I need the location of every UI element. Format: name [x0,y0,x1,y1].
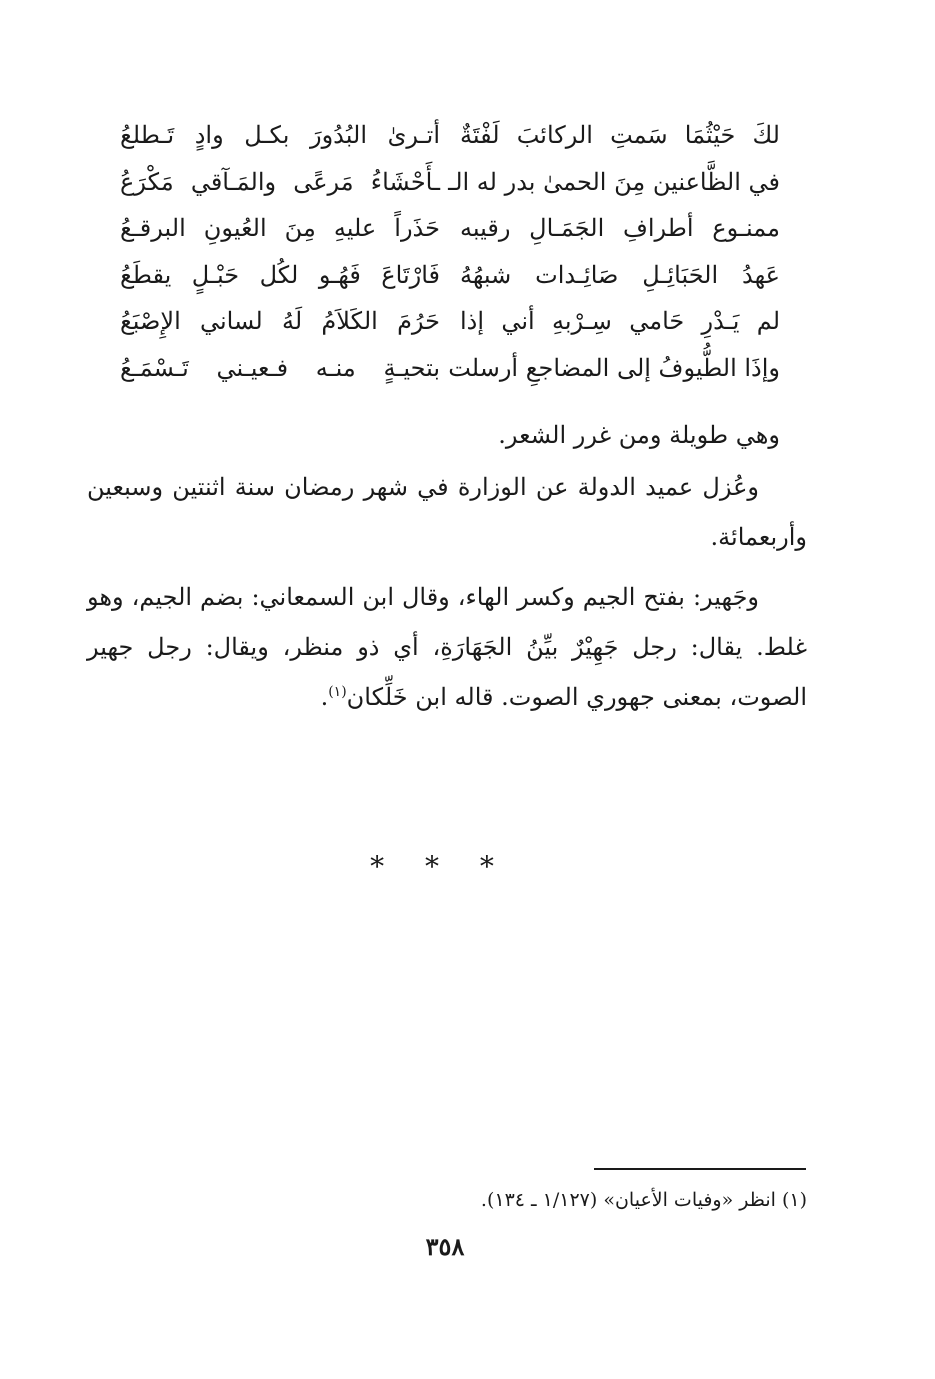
verse-first-hemistich: في الظَّاعنين مِنَ الحمىٰ بدر له الـ [448,167,780,196]
jahir-paragraph [87,572,807,722]
verse-second-hemistich: ـأَحْشَاءُ مَرعًى والمَـآقي مَكْرَعُ [120,167,440,196]
verse-first-hemistich: لكَ حَيْثُمَا سَمتِ الركائبَ لَفْتَةٌ [460,121,780,149]
poem-remark: وهي طويلة ومن غرر الشعر. [498,421,780,449]
verse-first-hemistich: عَهدُ الحَبَائِـلِ صَائِـدات شبهُهُ [460,260,780,289]
footnote-text: (١) انظر «وفيات الأعيان» (١/١٢٧ ـ ١٣٤). [480,1189,807,1211]
verse-second-hemistich: أتـرىٰ البُدُورَ بكـل وادٍ تَـطلعُ [120,121,440,149]
poem-verse-4 [100,252,780,299]
verse-first-hemistich: وإذَا الطُّيوفُ إلى المضاجعِ أرسلت [448,353,780,382]
verse-second-hemistich: بتحيـةٍ منـه فـعيـني تَـسْمَـعُ [120,353,440,382]
poem-verse-5 [100,298,780,345]
jahir-text: وجَهير: بفتح الجيم وكسر الهاء، وقال ابن السمعاني: بضم الجيم، وهو غلط. يقال: رجل جَهِيْرٌ بيِّنُ الجَهَارَةِ، أي ذو منظر، ويقال: رجل جهير الصوت، بمعنى جهوري الصوت. قاله ابن خَلِّكان [87,583,807,711]
poem-verse-1 [100,112,780,159]
page-number: ٣٥٨ [425,1232,465,1261]
dismissal-paragraph: وعُزل عميد الدولة عن الوزارة في شهر رمضان سنة اثنتين وسبعين وأربعمائة. [87,473,807,551]
verse-second-hemistich: فَارْتَاعَ فَهُـو لكُل حَبْـلٍ يقطَعُ [120,260,440,289]
poem-verse-3 [100,205,780,252]
poem-block [100,112,780,391]
verse-first-hemistich: لم يَـدْرِ حَامي سِـرْبهِ أني إذا [460,307,780,335]
poem-verse-6 [100,345,780,392]
footnote-ref[interactable]: (١) [328,684,347,700]
section-separator: * * * [370,850,510,883]
verse-second-hemistich: حَذَراً عليهِ مِنَ العُيونِ البرقـعُ [120,214,440,242]
jahir-end: . [320,683,329,711]
verse-second-hemistich: حَرُمَ الكَلاَمُ لَهُ لساني الإِصْبَعُ [120,307,440,335]
footnote-divider [594,1168,806,1170]
poem-verse-2 [100,159,780,206]
verse-first-hemistich: ممنـوع أطرافِ الجَمَـالِ رقيبه [460,214,780,242]
